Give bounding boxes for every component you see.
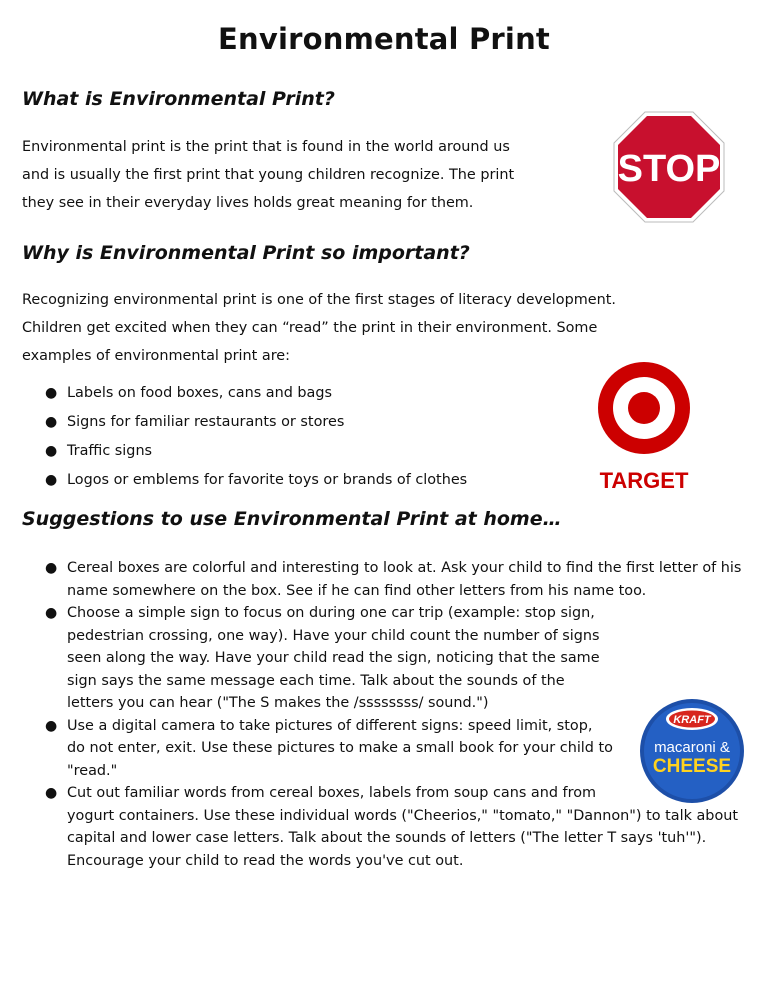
section-heading-suggestions: Suggestions to use Environmental Print at home…: [22, 508, 562, 530]
text-line: and is usually the first print that young children recognize. The print: [22, 167, 515, 183]
text-line: examples of environmental print are:: [22, 348, 291, 364]
stop-sign-text: STOP: [617, 148, 721, 190]
bullet-icon: ●: [45, 785, 58, 801]
section-heading-why: Why is Environmental Print so important?: [22, 242, 470, 264]
bullet-icon: ●: [45, 717, 58, 734]
target-logo-text: TARGET: [599, 468, 689, 493]
text-line: Environmental print is the print that is found in the world around us: [22, 139, 510, 155]
text-line: Children get excited when they can “read” the print in their environment. Some: [22, 320, 598, 336]
kraft-brand-text: KRAFT: [673, 714, 711, 726]
examples-list: [45, 379, 468, 495]
list-item: [45, 437, 467, 466]
bullet-icon: ●: [45, 472, 58, 488]
bullet-icon: ●: [45, 414, 58, 430]
text-line: Recognizing environmental print is one of the first stages of literacy development.: [22, 292, 616, 308]
kraft-macaroni-cheese-image: [638, 697, 746, 805]
list-item: [45, 408, 467, 437]
list-item-text: Labels on food boxes, cans and bags: [67, 385, 333, 401]
bullet-icon: ●: [45, 385, 58, 401]
text-line: they see in their everyday lives holds great meaning for them.: [22, 195, 474, 211]
list-item-text: Signs for familiar restaurants or stores: [67, 414, 345, 430]
list-item-text: Logos or emblems for favorite toys or brands of clothes: [67, 472, 468, 488]
section-heading-what: What is Environmental Print?: [22, 88, 335, 110]
bullet-icon: ●: [45, 605, 58, 621]
kraft-product-text-2: CHEESE: [652, 756, 732, 777]
kraft-product-text-1: macaroni &: [654, 739, 730, 756]
stop-sign-image: [612, 110, 726, 224]
bullet-icon: ●: [45, 560, 58, 576]
list-item-text: Cereal boxes are colorful and interesting to look at. Ask your child to find the first letter of his name somewhere on the box. See if he can find other letters from his name too.: [67, 560, 742, 599]
target-logo-image: [588, 358, 700, 494]
list-item-text: Traffic signs: [67, 443, 153, 459]
list-item: [45, 557, 743, 602]
list-item: [45, 379, 467, 408]
section-why-text: [22, 286, 616, 370]
bullet-icon: ●: [45, 443, 58, 459]
list-item-text: Use a digital camera to take pictures of different signs: speed limit, stop, do not enter, exit. Use these pictures to make a small book for your child to "read.": [67, 717, 613, 779]
page-title: Environmental Print: [218, 22, 550, 56]
list-item-text: Cut out familiar words from cereal boxes, labels from soup cans and from yogurt containers. Use these individual words ("Cheerios," "tomato," "Dannon") to talk about capital and lower case letters. Talk about the sounds of letters ("The letter T says 'tuh'"). Encourage your child to read the words you've cut out.: [67, 785, 739, 869]
list-item: [45, 466, 468, 495]
section-what-text: [22, 133, 514, 217]
list-item-text: Choose a simple sign to focus on during one car trip (example: stop sign, pedestrian crossing, one way). Have your child count the number of signs seen along the way. Have your child read the sign, noticing that the same sign says the same message each time. Talk about the sounds of the letters you can hear ("The S makes the /ssssssss/ sound."): [67, 605, 600, 711]
